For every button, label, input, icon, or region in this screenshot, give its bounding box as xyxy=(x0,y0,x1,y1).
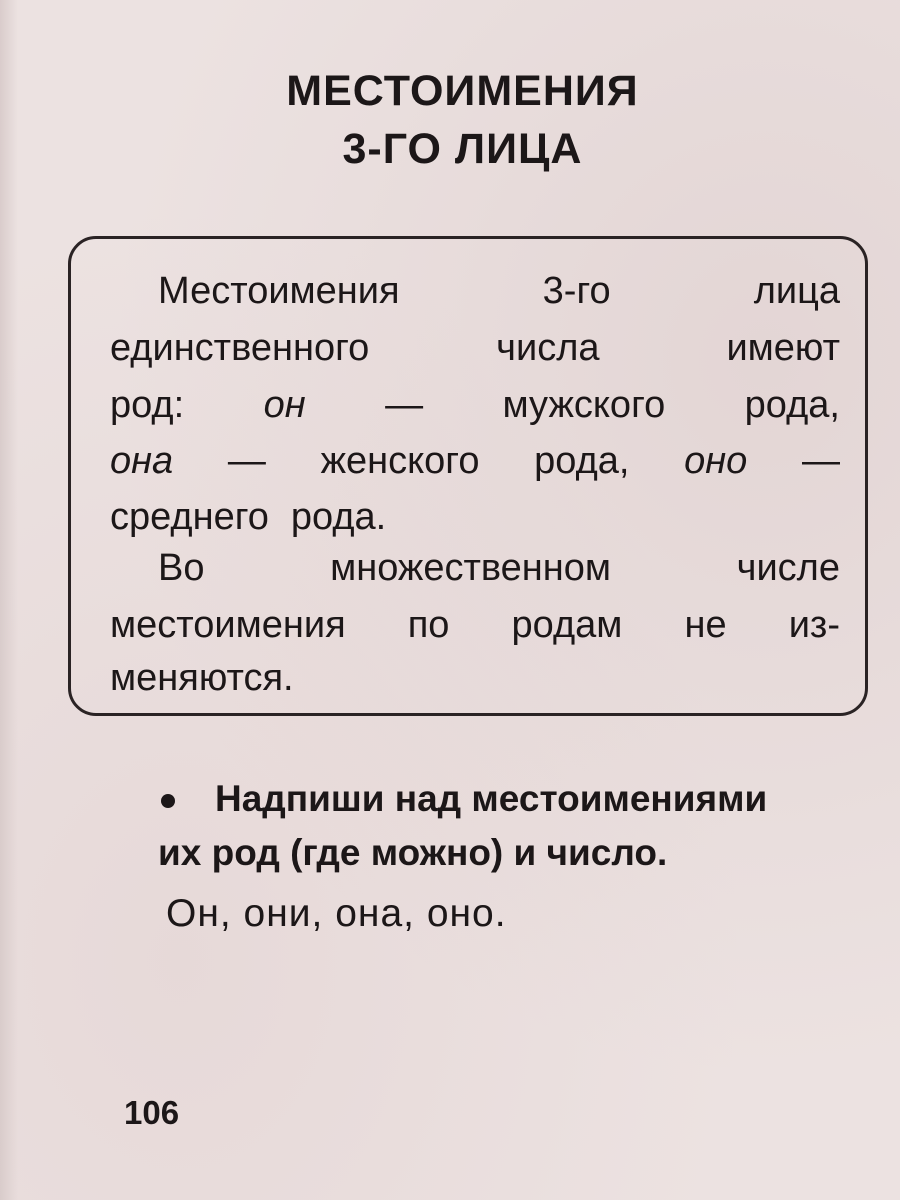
title-line-2: 3-ГО ЛИЦА xyxy=(342,125,583,173)
page-number: 106 xyxy=(124,1094,180,1131)
rule-word: из- xyxy=(788,604,840,646)
bullet-icon xyxy=(161,794,175,808)
rule-dash: — xyxy=(802,440,840,482)
task-line-1: Надпиши над местоимениями xyxy=(215,778,768,819)
rule-line-4 xyxy=(110,438,840,484)
rule-word: числе xyxy=(736,547,840,589)
rule-word: множественном xyxy=(330,547,612,589)
rule-word: среднего xyxy=(110,496,269,538)
rule-word: родам xyxy=(511,604,623,646)
rule-dash: — xyxy=(385,384,424,426)
rule-word: не xyxy=(684,604,727,646)
example-pronouns: Он, они, она, оно. xyxy=(166,892,507,935)
rule-word: единственного xyxy=(110,327,370,369)
rule-line-8 xyxy=(110,655,840,701)
page-title xyxy=(0,62,900,178)
rule-word-italic: оно xyxy=(684,440,748,482)
rule-line-2 xyxy=(110,325,840,371)
page-edge-shadow xyxy=(0,0,18,1200)
title-line-1: МЕСТОИМЕНИЯ xyxy=(286,67,639,115)
rule-line-7 xyxy=(110,602,840,648)
rule-word: Во xyxy=(158,547,205,589)
rule-word: меняются. xyxy=(110,657,294,699)
rule-word: рода, xyxy=(744,384,840,426)
task-instruction xyxy=(158,772,855,880)
rule-word: женского xyxy=(320,440,480,482)
rule-word: по xyxy=(407,604,450,646)
rule-word: Местоимения xyxy=(158,270,400,312)
rule-word: мужского xyxy=(502,384,666,426)
rule-word: рода. xyxy=(290,496,387,538)
rule-word-italic: он xyxy=(263,384,306,426)
task-line-2: их род (где можно) и число. xyxy=(158,832,668,873)
rule-line-6 xyxy=(158,545,840,591)
rule-word: числа xyxy=(496,327,600,369)
rule-line-1 xyxy=(110,268,840,314)
rule-dash: — xyxy=(227,440,266,482)
rule-word: имеют xyxy=(726,327,840,369)
rule-word: 3-го xyxy=(542,270,611,312)
rule-word: лица xyxy=(753,270,840,312)
rule-line-5 xyxy=(110,494,840,540)
rule-word: местоимения xyxy=(110,604,346,646)
rule-word: род: xyxy=(110,384,185,426)
rule-word: рода, xyxy=(534,440,630,482)
rule-line-3 xyxy=(110,382,840,428)
rule-word-italic: она xyxy=(110,440,174,482)
